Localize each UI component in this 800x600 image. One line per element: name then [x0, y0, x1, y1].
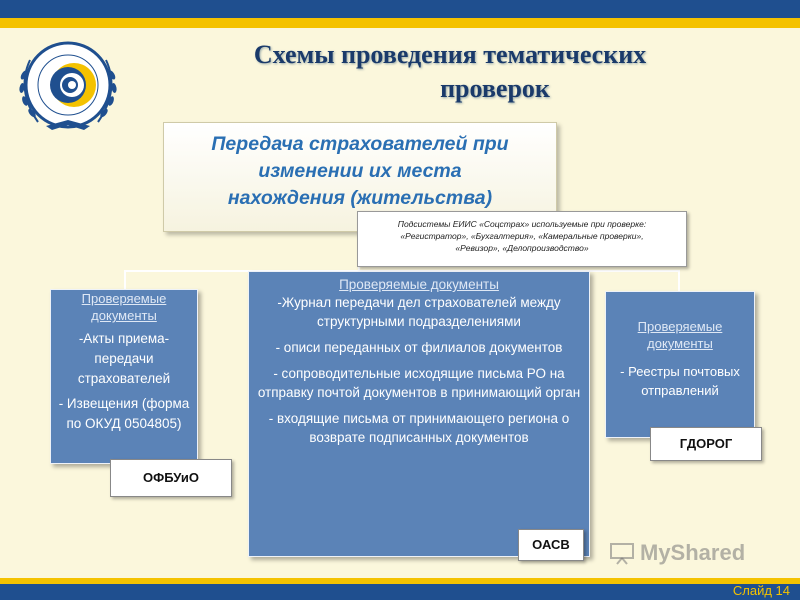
department-tag-ofbuio: ОФБУиО	[110, 459, 232, 497]
left-box-item-1: -Акты приема-передачи страхователей	[77, 331, 171, 386]
watermark-text: MyShared	[640, 540, 746, 565]
connector-left-drop	[124, 270, 126, 290]
main-topic-line-1: Передача страхователей при	[211, 133, 509, 155]
watermark	[610, 540, 780, 570]
presentation-icon	[610, 543, 634, 565]
eiis-subsystems-note	[357, 211, 687, 267]
main-topic-line-3: нахождения (жительства)	[227, 187, 493, 209]
main-topic-line-2: изменении их места	[258, 160, 462, 182]
note-line-3: «Ревизор», «Делопроизводство»	[455, 243, 589, 253]
center-box-item-3: - сопроводительные исходящие письма РО на отправку почтой документов в принимающий орган	[257, 366, 581, 400]
center-documents-box	[248, 271, 590, 557]
center-box-heading: Проверяемые документы	[339, 277, 499, 292]
right-documents-box	[605, 291, 755, 438]
main-topic-text	[164, 131, 556, 212]
title-line-2: проверок	[440, 74, 550, 103]
note-line-1: Подсистемы ЕИИС «Соцстрах» используемые при проверке:	[397, 219, 647, 229]
department-tag-oasv: ОАСВ	[518, 529, 584, 561]
left-box-item-2: - Извещения (форма по ОКУД 0504805)	[58, 396, 190, 431]
right-box-heading: Проверяемые документы	[637, 319, 723, 351]
center-box-item-2: - описи переданных от филиалов документов	[275, 340, 563, 355]
slide-number: Слайд 14	[732, 583, 790, 598]
connector-right-drop	[678, 270, 680, 292]
left-documents-box	[50, 289, 198, 464]
top-stripe	[0, 0, 800, 28]
fss-logo	[8, 30, 128, 140]
note-line-2: «Регистратор», «Бухгалтерия», «Камеральные проверки»,	[400, 231, 644, 241]
department-tag-gdorog: ГДОРОГ	[650, 427, 762, 461]
bottom-stripe	[0, 578, 800, 600]
left-box-heading: Проверяемые документы	[81, 291, 167, 323]
right-box-item-1: - Реестры почтовых отправлений	[620, 364, 740, 398]
title-line-1: Схемы проведения тематических	[253, 40, 647, 69]
slide-title	[140, 38, 760, 106]
center-box-item-4: - входящие письма от принимающего региона о возврате подписанных документов	[268, 411, 570, 445]
center-box-item-1: -Журнал передачи дел страхователей между структурными подразделениями	[277, 295, 561, 329]
